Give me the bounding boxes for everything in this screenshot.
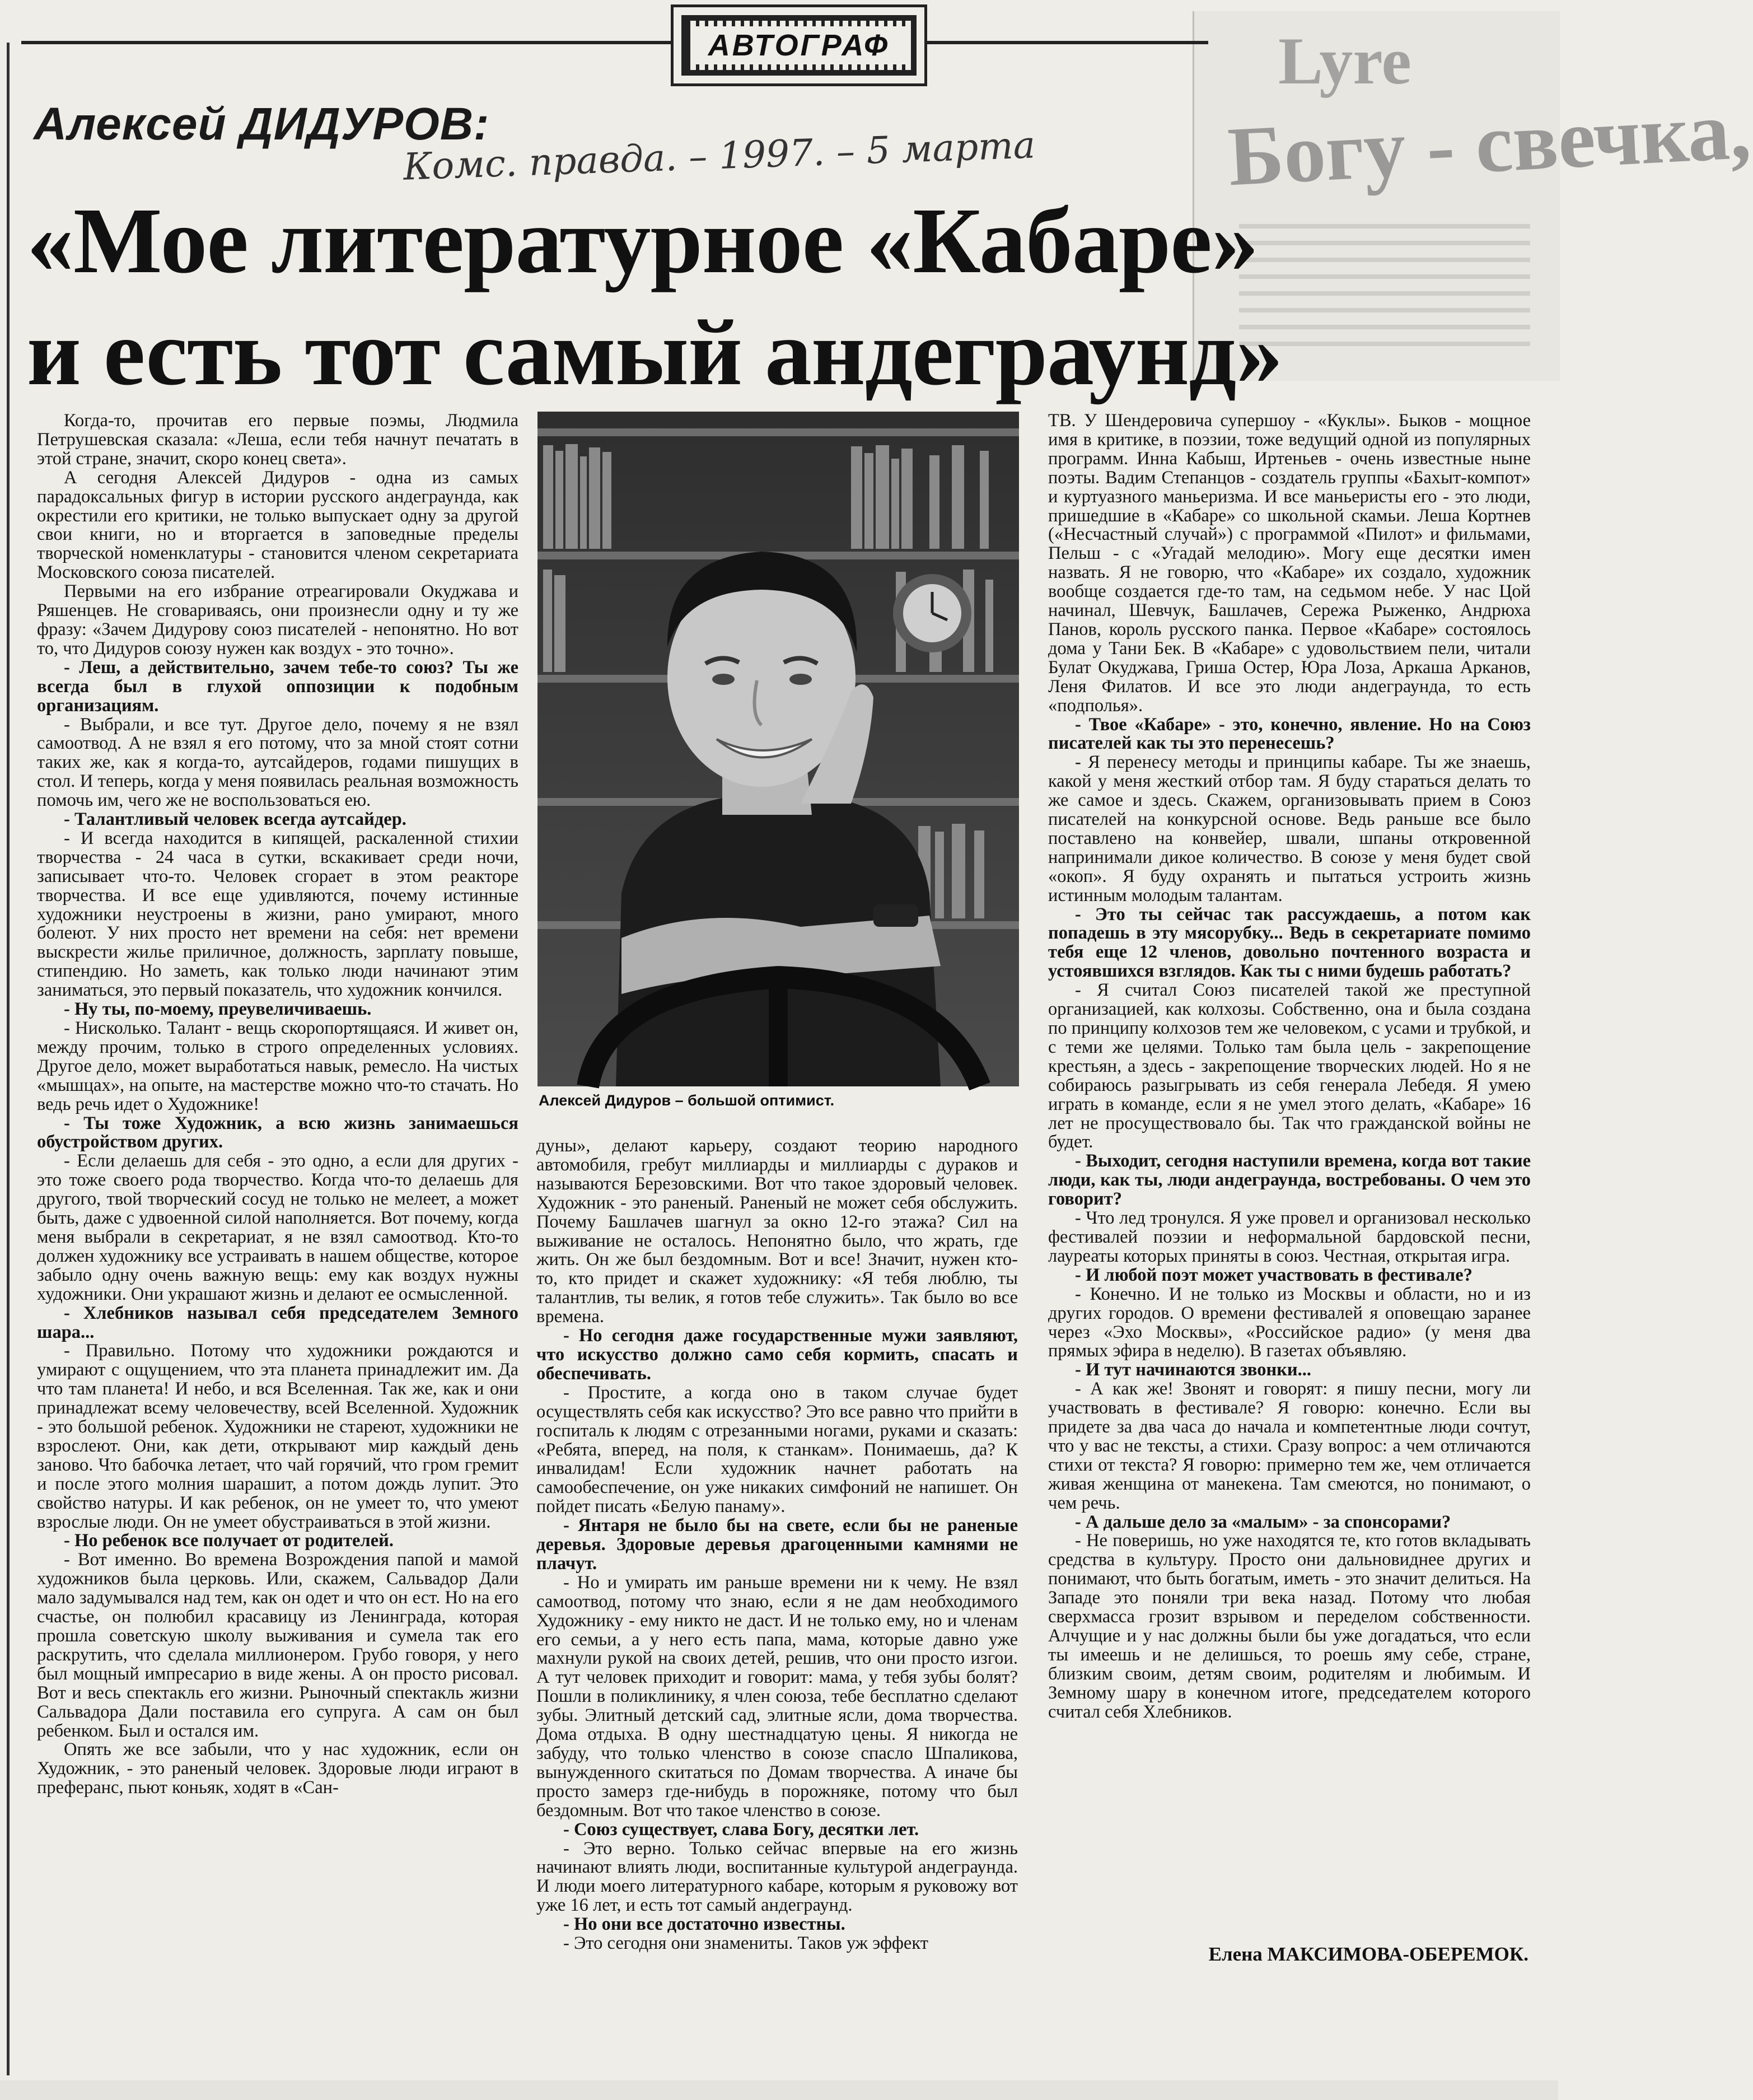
paragraph: - А как же! Звонят и говорят: я пишу песни, могу ли участвовать в фестивале? Я говорю: конечно. Если вы придете за два часа до начала и компетентные люди сочтут, что у вас не тексты, а стихи. Сразу вопрос: а чем отличаются стихи от текста? Я говорю: примерно тем же, чем отличается живая женщина от манекена. Там смеются, но понимают, о чем речь. (1048, 1379, 1531, 1513)
rubric-box (671, 4, 927, 86)
header-rule (21, 41, 1208, 44)
interview-question: - Леш, а действительно, зачем тебе-то союз? Ты же всегда был в глухой оппозиции к подобным организациям. (37, 657, 518, 716)
paragraph: - Я перенесу методы и принципы кабаре. Ты же знаешь, какой у меня жесткий отбор там. Я буду стараться делать то же самое и здесь. Скажем, организовывать прием в Союз писателей на конкурсной основе. Ведь раньше все было поставлено на конвейер, швали, шпаны откровенной напринимали дикое количество. В союзе у меня будет свой «окоп». Я буду охранять и пытаться устроить жизнь истинным молодым талантам. (1048, 752, 1531, 906)
body-column-1 (37, 412, 518, 2086)
interview-question: - Ну ты, по-моему, преувеличиваешь. (64, 999, 372, 1020)
portrait-illustration (537, 412, 1019, 1086)
interview-question: - Но ребенок все получает от родителей. (64, 1530, 394, 1551)
paragraph: Опять же все забыли, что у нас художник, если он Художник, - это раненый человек. Здоровые люди играют в преферанс, пьют коньяк, ходят в «Сан- (37, 1739, 518, 1798)
interview-question: - И любой поэт может участвовать в фестивале? (1075, 1264, 1472, 1285)
paragraph: Первыми на его избрание отреагировали Окуджава и Ряшенцев. Не сговариваясь, они произнесли одну и ту же фразу: «Зачем Дидурову союз писателей - непонятно. Но вот то, что Дидуров союзу нужен как воздух - это точно». (37, 581, 518, 659)
handwritten-source-note: Комс. правда. – 1997. – 5 марта (403, 123, 1036, 189)
article-headline (27, 185, 1527, 409)
paragraph: - Если делаешь для себя - это одно, а если для других - это тоже своего рода творчество. Когда что-то делаешь для другого, твой творческий сосуд не только не мелеет, а может быть, даже с удвоенной силой наполняется. Вот почему, когда меня выбрали в секретариат, я не взял самоотвод. Кто-то должен художнику все устраивать в нашем обществе, которое забыло одну очень важную вещь: ему как воздух нужны художники. Они украшают жизнь и делают ее осмысленной. (37, 1151, 518, 1304)
interview-question: - Хлебников называл себя председателем Земного шара... (37, 1303, 518, 1342)
paragraph: дуны», делают карьеру, создают теорию народного автомобиля, гребут миллиарды и миллиарды с дураков и называются Березовскими. Вот что такое здоровый человек. Художник - это раненый. Раненый не может себя обслужить. Почему Башлачев шагнул за окно 12-го этажа? Сил на выживание не осталось. Непонятно было, что жрать, где жить. Он же был бездомным. Вот и все! Значит, нужен кто-то, кто придет и скажет художнику: «Я тебя люблю, ты талантлив, ты велик, я готов тебе служить». Так было во все времена. (536, 1136, 1018, 1327)
interview-question: - И тут начинаются звонки... (1075, 1360, 1312, 1380)
interview-question: - Янтаря не было бы на свете, если бы не раненые деревья. Здоровые деревья драгоценными камнями не плачут. (536, 1515, 1018, 1574)
interview-question: - Талантливый человек всегда аутсайдер. (64, 809, 406, 830)
paragraph: Когда-то, прочитав его первые поэмы, Людмила Петрушевская сказала: «Леша, если тебя начнут печатать в этой стране, значит, скоро конец света». (37, 410, 518, 469)
interview-question: - Но они все достаточно известны. (563, 1914, 845, 1935)
paragraph: - Не поверишь, но уже находятся те, кто готов вкладывать средства в культуру. Просто они дальновиднее других и понимают, что быть богатым, иметь - это значит делиться. На Западе это поняли три века назад. Потому что любая сверхмасса грозит взрывом и переделом собственности. Алчущие и у нас должны были бы уже догадаться, что если ты имеешь и не делишься, то роешь яму себе, стране, близким своим, детям своим, родителям и любимым. И Земному шару в конечном итоге, председателем которого считал себя Хлебников. (1048, 1530, 1531, 1722)
author-photo (537, 412, 1019, 1086)
interview-question: - Выходит, сегодня наступили времена, когда вот такие люди, как ты, люди андеграунда, востребованы. О чем это говорит? (1048, 1151, 1531, 1210)
page-bottom-edge (0, 2080, 1558, 2100)
interview-question: - Твое «Кабаре» - это, конечно, явление. Но на Союз писателей как ты это перенесешь? (1048, 714, 1531, 754)
clock-decor (893, 574, 971, 652)
paragraph: А сегодня Алексей Дидуров - одна из самых парадоксальных фигур в истории русского андеграунда, как окрестили его критики, не только выпускает одну за другой свои книги, но и вторгается в заповедные пределы творческой номенклатуры - становится членом секретариата Московского союза писателей. (37, 467, 518, 583)
headline-line-1: «Мое литературное «Кабаре» (27, 189, 1258, 293)
byline-signature: Елена МАКСИМОВА-ОБЕРЕМОК. (1208, 1943, 1528, 1965)
headline-line-2: и есть тот самый андеграунд» (27, 301, 1283, 405)
paragraph: - Нисколько. Талант - вещь скоропортящаяся. И живет он, между прочим, только в строго определенных условиях. Другое дело, может выработаться навык, ремесло. На чистых «мышцах», на опыте, на мастерстве можно что-то стачать. Но ведь речь идет о Художнике! (37, 1018, 518, 1114)
paragraph: - Что лед тронулся. Я уже провел и организовал несколько фестивалей поэзии и неформальной бардовской песни, лауреаты которых приняты в союз. Честная, открытая игра. (1048, 1208, 1531, 1266)
paragraph: - Но и умирать им раньше времени ни к чему. Не взял самоотвод, потому что знаю, если я не дам необходимого Художнику - ему никто не даст. И не только ему, но и членам его семьи, а у него есть папа, мама, которые давно уже махнули рукой на своих детей, решив, что они просто изгои. А тут человек приходит и говорит: мама, у тебя зубы болят? Пошли в поликлинику, я член союза, тебе бесплатно сделают зубы. Элитный детский сад, элитные ясли, дома творчества. Дома отдыха. В одну шестнадцатую цены. Я никогда не забуду, что только членство в союзе спасло Шпаликова, вынужденного скитаться по Домам творчества. А иначе бы просто замерз где-нибудь в порожняке, потому что был бездомным. Вот что такое членство в союзе. (536, 1572, 1018, 1821)
interview-question: - Но сегодня даже государственные мужи заявляют, что искусство должно само себя кормить, спасать и обеспечивать. (536, 1326, 1018, 1384)
paragraph: ТВ. У Шендеровича супершоу - «Куклы». Быков - мощное имя в критике, в поэзии, тоже ведущий одной из популярных программ. Инна Кабыш, Иртеньев - очень известные ныне поэты. Вадим Степанцов - создатель группы «Бахыт-компот» и куртуазного маньеризма. И все маньеристы его - это люди, пришедшие в «Кабаре» со школьной скамьи. Леша Кортнев («Несчастный случай») с программой «Пилот» и фильмами, Пельш - с «Угадай мелодию». Могу еще десятки имен назвать. Я не говорю, что «Кабаре» их создало, художник вообще создается где-то там, на седьмом небе. У нас Цой начинал, Шевчук, Башлачев, Сережа Рыженко, Андрюха Панов, король русского панка. Первое «Кабаре» состоялось дома у Тани Бек. В «Кабаре» с удовольствием пели, читали Булат Окуджава, Гриша Остер, Юра Лоза, Аркаша Арканов, Леня Филатов. И все это люди андеграунда, то есть «подполья». (1048, 410, 1531, 716)
paragraph: - Вот именно. Во времена Возрождения папой и мамой художников была церковь. Или, скажем, Сальвадор Дали мало задумывался над тем, как он одет и что он ест. Но на его счастье, он полюбил красавицу из Ленинграда, которая прошла советскую школу выживания и сумела так его раскрутить, что сделала миллионером. Грубо говоря, у него был мощный импресарио в виде жены. А он просто рисовал. Вот и весь спектакль его жизни. Рыночный спектакль жизни Сальвадора Дали поставила его супруга. А сам он был ребенком. Был и остался им. (37, 1550, 518, 1741)
paragraph: - Я считал Союз писателей такой же преступной организацией, как колхозы. Собственно, она и была создана по принципу колхозов тем же человеком, с усами и трубкой, и с теми же целями. Только там была цель - закрепощение крестьян, а здесь - закрепощение творческих людей. Но я не собираюсь разыгрывать из себя генерала Лебедя. Я умею играть в команде, если я не умел этого делать, «Кабаре» 16 лет не просуществовало бы. Так что гражданской войны не будет. (1048, 980, 1531, 1152)
interviewee-name: Алексей ДИДУРОВ: (34, 99, 490, 150)
meander-border (681, 15, 917, 76)
body-column-2 (536, 1137, 1018, 2089)
paragraph: - Простите, а когда оно в таком случае будет осуществлять себя как искусство? Это все равно что прийти в госпиталь к людям с отрезанными ногами, руками и сказать: «Ребята, вперед, на поля, к станкам». Понимаешь, да? К инвалидам! Если художник начнет работать на самообеспечение, он уже никаких симфоний не напишет. Он пойдет писать «Белую панаму». (536, 1382, 1018, 1517)
photo-caption: Алексей Дидуров – большой оптимист. (539, 1092, 835, 1109)
paragraph: - И всегда находится в кипящей, раскаленной стихии творчества - 24 часа в сутки, вскакивает среди ночи, записывает что-то. Человек сгорает в этом реакторе творчества. И все еще удивляются, почему истинные художники неустроены в жизни, рано умирают, много болеют. У них просто нет времени на себя: нет времени выскрести жилье приличное, должность, зарплату повыше, стипендию. Но заметь, как только люди начинают этим заниматься, это первый показатель, что художник кончился. (37, 828, 518, 1001)
body-column-3 (1048, 412, 1531, 1974)
rubric-label: АВТОГРАФ (693, 26, 905, 64)
paragraph: - Это верно. Только сейчас впервые на его жизнь начинают влиять люди, воспитанные культурой андеграунда. И люди моего литературного кабаре, которым я руковожу вот уже 16 лет, и есть тот самый андеграунд. (536, 1838, 1018, 1916)
paragraph: - Конечно. И не только из Москвы и области, но и из других городов. О времени фестивалей я оповещаю заранее через «Эхо Москвы», «Российское радио» (у меня два прямых эфира в неделю). В газетах объявляю. (1048, 1284, 1531, 1361)
paragraph: - Правильно. Потому что художники рождаются и умирают с ощущением, что эта планета принадлежит им. Да что там планета! И небо, и вся Вселенная. Так же, как и они принадлежат всему человечеству, всей Вселенной. Художник - это большой ребенок. Художники не стареют, художники не взрослеют. Они, как дети, открывают мир каждый день заново. Что бабочка летает, что чай горячий, что гром гремит и после этого молния шарашит, а потом дождь лупит. Это свойство натуры. И как ребенок, он не умеет то, что умеют взрослые люди. Он не умеет обустраиваться в этой жизни. (37, 1341, 518, 1532)
interview-question: - Это ты сейчас так рассуждаешь, а потом как попадешь в эту мясорубку... Ведь в секретариате помимо тебя еще 12 членов, довольно почтенного возраста и устоявшихся взглядов. Как ты с ними будешь работать? (1048, 904, 1531, 982)
interview-question: - Ты тоже Художник, а всю жизнь занимаешься обустройством других. (37, 1113, 518, 1152)
interview-question: - А дальше дело за «малым» - за спонсорами? (1075, 1511, 1451, 1532)
paragraph: - Это сегодня они знамениты. Таков уж эффект (563, 1933, 928, 1954)
adjacent-headline-fragment: Lyre (1278, 24, 1411, 98)
adjacent-headline: Богу - свечка, (1226, 83, 1753, 204)
paragraph: - Выбрали, и все тут. Другое дело, почему я не взял самоотвод. А не взял я его потому, что за мной стоят сотни таких же, как я когда-то, аутсайдеров, годами пишущих в стол. И теперь, когда у меня появилась реальная возможность помочь им, чего же не воспользоваться ею. (37, 714, 518, 811)
interview-question: - Союз существует, слава Богу, десятки лет. (563, 1819, 919, 1840)
